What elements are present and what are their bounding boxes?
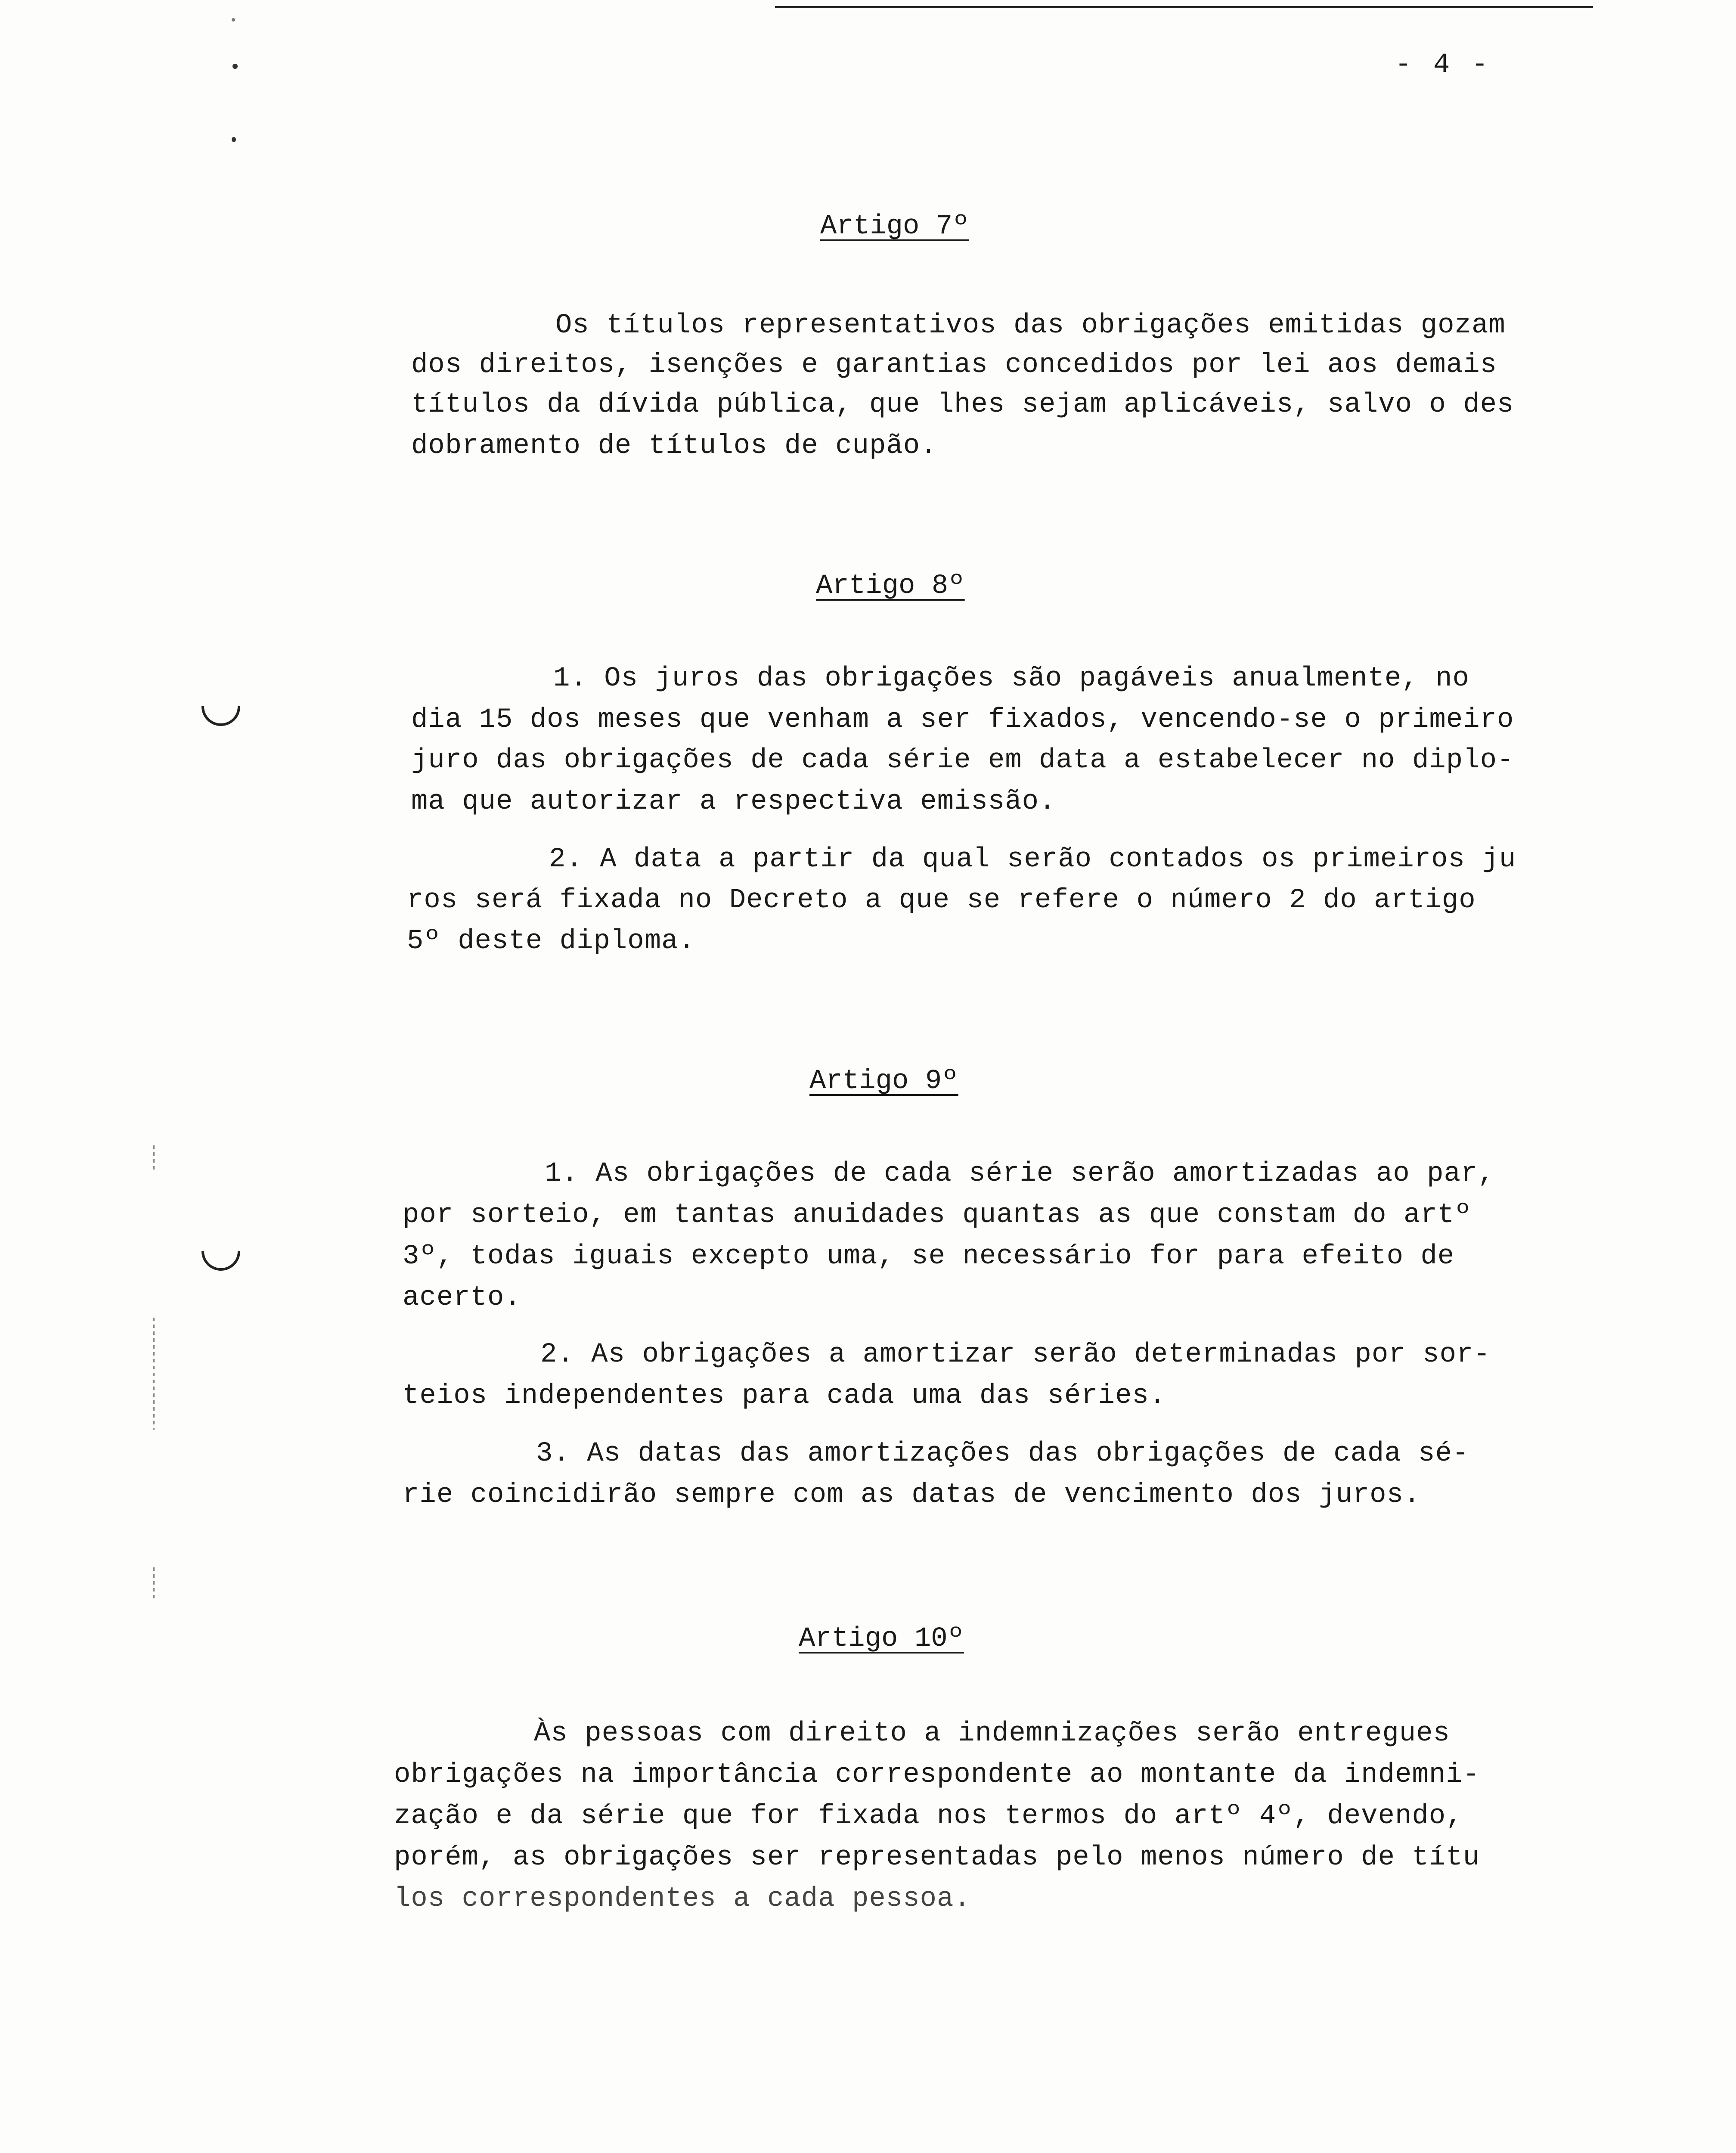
article-7-heading: Artigo 7º [820, 211, 969, 242]
article-8-line: juro das obrigações de cada série em data a estabelecer no diplo- [411, 745, 1514, 776]
article-10-line: obrigações na importância correspondente ao montante da indemni- [394, 1759, 1480, 1790]
article-10-line: porém, as obrigações ser representadas pelo menos número de títu [394, 1842, 1480, 1873]
article-8-line: ma que autorizar a respectiva emissão. [411, 786, 1056, 817]
article-9-line: 3. As datas das amortizações das obrigações de cada sé- [536, 1438, 1469, 1469]
article-8-line: dia 15 dos meses que venham a ser fixados, vencendo-se o primeiro [411, 704, 1514, 735]
margin-dashed-line [153, 1145, 155, 1171]
article-9-line: acerto. [403, 1282, 521, 1313]
article-8-line: ros será fixada no Decreto a que se refere o número 2 do artigo [407, 885, 1476, 916]
margin-dashed-line [153, 1318, 155, 1430]
article-7-line: dos direitos, isenções e garantias concedidos por lei aos demais [411, 350, 1497, 381]
article-9-line: 2. As obrigações a amortizar serão determinadas por sor- [540, 1339, 1491, 1370]
article-9-line: teios independentes para cada uma das séries. [403, 1381, 1166, 1412]
article-7-line: dobramento de títulos de cupão. [411, 431, 937, 462]
article-8-line: 2. A data a partir da qual serão contados os primeiros ju [549, 844, 1516, 875]
margin-check-mark [202, 1251, 240, 1271]
article-10-line: Às pessoas com direito a indemnizações serão entregues [534, 1718, 1450, 1749]
scan-speck [232, 18, 235, 22]
scan-speck [232, 137, 236, 142]
article-9-heading: Artigo 9º [809, 1066, 958, 1097]
article-9-line: por sorteio, em tantas anuidades quantas as que constam do artº [403, 1200, 1472, 1231]
article-8-line: 5º deste diploma. [407, 926, 695, 957]
article-9-line: 3º, todas iguais excepto uma, se necessário for para efeito de [403, 1241, 1455, 1272]
article-10-heading: Artigo 10º [799, 1623, 964, 1654]
article-8-line: 1. Os juros das obrigações são pagáveis anualmente, no [553, 663, 1469, 694]
top-rule [775, 6, 1593, 8]
margin-check-mark [202, 706, 240, 726]
article-8-heading: Artigo 8º [816, 571, 965, 602]
article-10-line: los correspondentes a cada pessoa. [394, 1883, 971, 1914]
margin-dashed-line [153, 1567, 155, 1602]
article-9-line: 1. As obrigações de cada série serão amortizadas ao par, [545, 1158, 1495, 1189]
article-9-line: rie coincidirão sempre com as datas de vencimento dos juros. [403, 1480, 1421, 1511]
page-number: - 4 - [1395, 50, 1491, 81]
article-7-line: Os títulos representativos das obrigações emitidas gozam [555, 310, 1506, 341]
scan-speck [232, 64, 238, 69]
article-7-line: títulos da dívida pública, que lhes sejam aplicáveis, salvo o des [411, 389, 1514, 420]
article-10-line: zação e da série que for fixada nos termos do artº 4º, devendo, [394, 1801, 1463, 1832]
